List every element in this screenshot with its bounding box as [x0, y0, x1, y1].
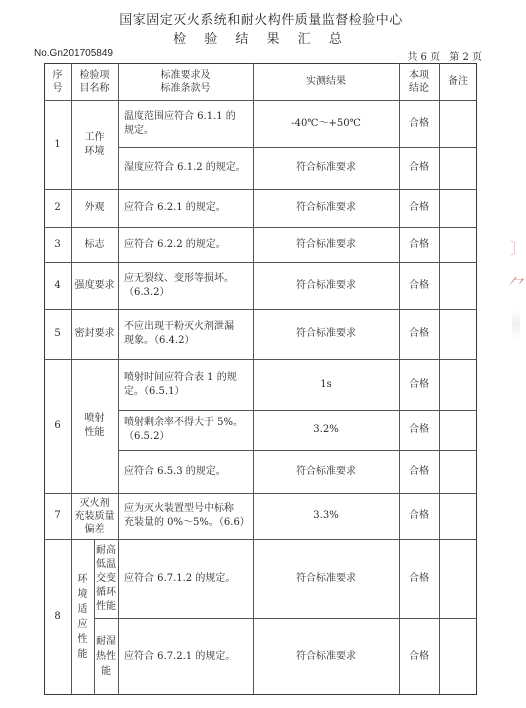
- row-standard: 湿度应符合 6.1.2 的规定。: [124, 162, 246, 173]
- row-result: 符合标准要求: [296, 328, 356, 339]
- row-result: 3.2%: [313, 424, 339, 435]
- col-header-conclusion: 本项 结论: [409, 69, 429, 94]
- row-standard: 应符合 6.2.1 的规定。: [124, 202, 226, 213]
- row-result: 符合标准要求: [296, 162, 356, 173]
- row-item-name: 强度要求: [74, 279, 115, 291]
- row-item-name: 密封要求: [74, 328, 115, 339]
- col-header-item: 检验项 目名称: [79, 69, 110, 94]
- row-result: 符合标准要求: [296, 650, 356, 662]
- report-title: 检 验 结 果 汇 总: [173, 32, 349, 47]
- row-standard: 应无裂纹、变形等损坏。 （6.3.2）: [124, 272, 234, 298]
- row-standard: 应符合 6.2.2 的规定。: [124, 238, 226, 250]
- seal-mark: 〕: [510, 239, 526, 258]
- row-result: 符合标准要求: [296, 279, 356, 291]
- row-standard: 应符合 6.7.2.1 的规定。: [124, 650, 236, 662]
- row-item-name: 环 境 适 应 性 能: [77, 574, 88, 660]
- col-header-seq: 序 号: [52, 69, 63, 94]
- row-result: -40℃～+50℃: [291, 117, 361, 129]
- row-seq: 4: [54, 279, 61, 291]
- row-standard: 应符合 6.5.3 的规定。: [124, 465, 226, 477]
- row-seq: 5: [54, 328, 61, 339]
- row-subitem-name: 耐高 低温 交变 循环 性能: [96, 544, 116, 612]
- col-header-remark: 备注: [448, 76, 468, 87]
- col-header-standard: 标准要求及 标准条款号: [160, 69, 211, 94]
- row-item-name: 工作 环境: [84, 131, 105, 157]
- seal-mark: [512, 310, 520, 340]
- row-result: 1s: [320, 378, 332, 390]
- row-conclusion: 合格: [409, 572, 429, 584]
- row-standard: 不应出现干粉灭火剂泄漏 现象。（6.4.2）: [124, 321, 234, 346]
- row-standard: 喷射剩余率不得大于 5%。 （6.5.2）: [124, 417, 244, 442]
- row-standard: 喷射时间应符合表 1 的规 定。（6.5.1）: [124, 371, 237, 397]
- row-item-name: 外观: [84, 202, 105, 213]
- row-result: 3.3%: [313, 510, 339, 521]
- row-conclusion: 合格: [409, 650, 429, 662]
- row-seq: 1: [54, 138, 61, 150]
- row-seq: 3: [54, 238, 61, 250]
- row-conclusion: 合格: [409, 202, 429, 213]
- row-conclusion: 合格: [409, 378, 429, 390]
- row-standard: 应为灭火装置型号中标称 充装量的 0%～5%。（6.6）: [124, 503, 250, 528]
- table-grid: [44, 63, 477, 695]
- row-result: 符合标准要求: [296, 202, 356, 213]
- row-seq: 2: [54, 202, 61, 213]
- page-info: [401, 48, 482, 63]
- row-conclusion: 合格: [409, 465, 429, 477]
- row-seq: 6: [54, 420, 61, 431]
- row-result: 符合标准要求: [296, 465, 356, 477]
- row-result: 符合标准要求: [296, 238, 356, 250]
- row-item-name: 灭火剂 充装质量 偏差: [74, 497, 115, 535]
- row-conclusion: 合格: [409, 162, 429, 173]
- row-conclusion: 合格: [409, 510, 429, 521]
- row-seq: 7: [54, 510, 61, 521]
- row-conclusion: 合格: [409, 328, 429, 339]
- row-conclusion: 合格: [409, 117, 429, 129]
- row-standard: 温度范围应符合 6.1.1 的 规定。: [124, 110, 236, 136]
- seal-mark: ⺈: [508, 276, 526, 297]
- org-title: 国家固定灭火系统和耐火构件质量监督检验中心: [119, 13, 403, 28]
- row-conclusion: 合格: [409, 279, 429, 291]
- row-conclusion: 合格: [409, 424, 429, 435]
- row-item-name: 喷射 性能: [84, 413, 105, 438]
- total-pages: 共 6 页: [407, 52, 441, 63]
- row-conclusion: 合格: [409, 238, 429, 250]
- row-standard: 应符合 6.7.1.2 的规定。: [124, 572, 236, 584]
- document-number: No.Gn201705849: [34, 48, 113, 59]
- row-item-name: 标志: [84, 238, 105, 250]
- page-number: 第 2 页: [449, 52, 482, 63]
- row-seq: 8: [54, 611, 61, 622]
- col-header-result: 实测结果: [306, 76, 346, 87]
- row-subitem-name: 耐湿 热性 能: [96, 636, 116, 677]
- row-result: 符合标准要求: [296, 572, 356, 584]
